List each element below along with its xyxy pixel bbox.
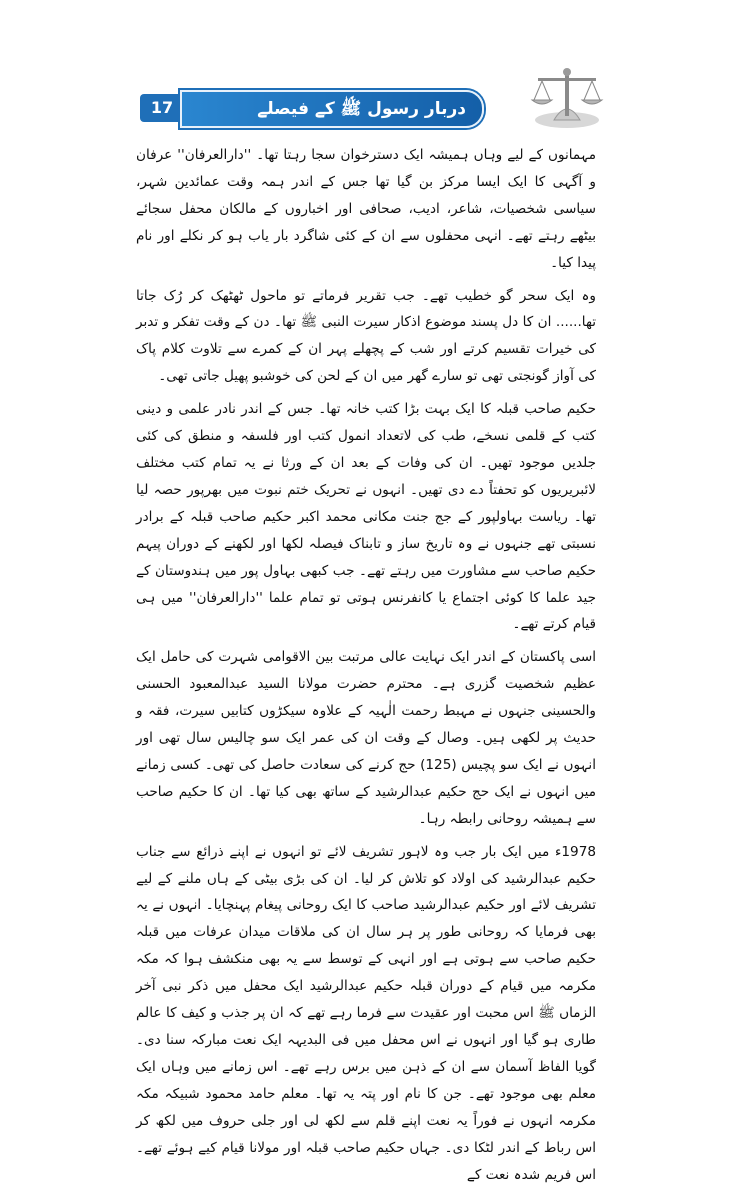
title-banner — [180, 90, 484, 128]
paragraph: مہمانوں کے لیے وہاں ہمیشہ ایک دسترخوان سجا رہتا تھا۔ ''دارالعرفان'' عرفان و آگہی کا ایک ایسا مرکز بن گیا تھا جس کے اندر ہمہ وقت عمائدین شہر، سیاسی شخصیات، شاعر، ادیب، صحافی اور اخباروں کے مالکان محفل سجائے بیٹھے رہتے تھے۔ انہی محفلوں سے ان کے کئی شاگرد بار یاب ہو کر نکلے اور نام پیدا کیا۔ — [136, 147, 596, 271]
paragraph: 1978ء میں ایک بار جب وہ لاہور تشریف لائے تو انہوں نے اپنے ذرائع سے جناب حکیم عبدالرشید کی اولاد کو تلاش کر لیا۔ ان کی بڑی بیٹی کے ہاں ملنے کے لیے تشریف لائے اور حکیم عبدالرشید صاحب کا ایک روحانی پیغام پہنچایا۔ انہوں نے یہ بھی فرمایا کہ روحانی طور پر ہر سال ان کی ملاقات میدان عرفات میں قبلہ حکیم صاحب سے ہوتی ہے اور انہی کے توسط سے یہ بھی منکشف ہوا کہ مکہ مکرمہ میں قیام کے دوران قبلہ حکیم عبدالرشید ایک محفل میں ذکر نبی آخر الزماں ﷺ اس محبت اور عقیدت سے فرما رہے تھے کہ ان پر جذب و کیف کا عالم طاری ہو گیا اور انہوں نے اس محفل میں فی البدیہہ ایک نعت مبارکہ سنا دی۔ گویا الفاظ آسمان سے ان کے ذہن میں برس رہے تھے۔ اس زمانے میں وہاں ایک معلم بھی موجود تھے۔ جن کا نام اور پتہ یہ تھا۔ معلم حامد محمود شبیکہ مکہ مکرمہ انہوں نے فوراً یہ نعت اپنے قلم سے لکھ لی اور جلی حروف میں لکھ کر اس رباط کے اندر لٹکا دی۔ جہاں حکیم صاحب قبلہ اور مولانا قیام کیے ہوئے تھے۔ اس فریم شدہ نعت کے — [136, 843, 596, 1183]
page-body — [136, 142, 596, 1188]
page-number: 17 — [140, 94, 184, 122]
paragraph: اسی پاکستان کے اندر ایک نہایت عالی مرتبت بین الاقوامی شہرت کی حامل ایک عظیم شخصیت گزری ہے۔ محترم حضرت مولانا السید عبدالمعبود الحسنی والحسینی جنہوں نے مہبط رحمت الٰہیہ کے علاوہ سیکڑوں کتابیں سیرت، فقہ و حدیث پر لکھی ہیں۔ وصال کے وقت ان کی عمر ایک سو چالیس سال تھی اور انہوں نے ایک سو پچیس (125) حج کرنے کی سعادت حاصل کی تھی۔ کسی زمانے میں انہوں نے ایک حج حکیم عبدالرشید کے ساتھ بھی کیا تھا۔ ان کا حکیم صاحب سے ہمیشہ روحانی رابطہ رہا۔ — [136, 649, 596, 827]
scales-of-justice-icon — [524, 64, 610, 130]
page-header — [140, 86, 602, 126]
book-title: دربار رسول ﷺ کے فیصلے — [257, 99, 466, 119]
paragraph: وہ ایک سحر گو خطیب تھے۔ جب تقریر فرماتے تو ماحول ٹھٹھک کر رُک جاتا تھا...... ان کا دل پسند موضوع اذکار سیرت النبی ﷺ تھا۔ دن کے وقت تفکر و تدبر کی خیرات تقسیم کرتے اور شب کے پچھلے پہر ان کے کمرے سے تلاوت کلام پاک کی آواز گونجتی تھی تو سارے گھر میں ان کے لحن کی خوشبو پھیل جاتی تھی۔ — [136, 287, 596, 385]
paragraph: حکیم صاحب قبلہ کا ایک بہت بڑا کتب خانہ تھا۔ جس کے اندر نادر علمی و دینی کتب کے قلمی نسخے، طب کی لاتعداد انمول کتب اور فلسفہ و منطق کی کئی جلدیں موجود تھیں۔ ان کی وفات کے بعد ان کے ورثا نے یہ تمام کتب مختلف لائبریریوں کو تحفتاً دے دی تھیں۔ انہوں نے تحریک ختم نبوت میں بھرپور حصہ لیا تھا۔ ریاست بہاولپور کے جج جنت مکانی محمد اکبر حکیم صاحب قبلہ کے برادر نسبتی تھے جنہوں نے وہ تاریخ ساز و تابناک فیصلہ لکھا اور لکھنے کے دوران پیہم حکیم صاحب سے مشاورت میں رہتے تھے۔ جب کبھی بہاول پور میں ہندوستان کے جید علما کا کوئی اجتماع یا کانفرنس ہوتی تو تمام علما ''دارالعرفان'' میں ہی قیام کرتے تھے۔ — [136, 401, 596, 633]
